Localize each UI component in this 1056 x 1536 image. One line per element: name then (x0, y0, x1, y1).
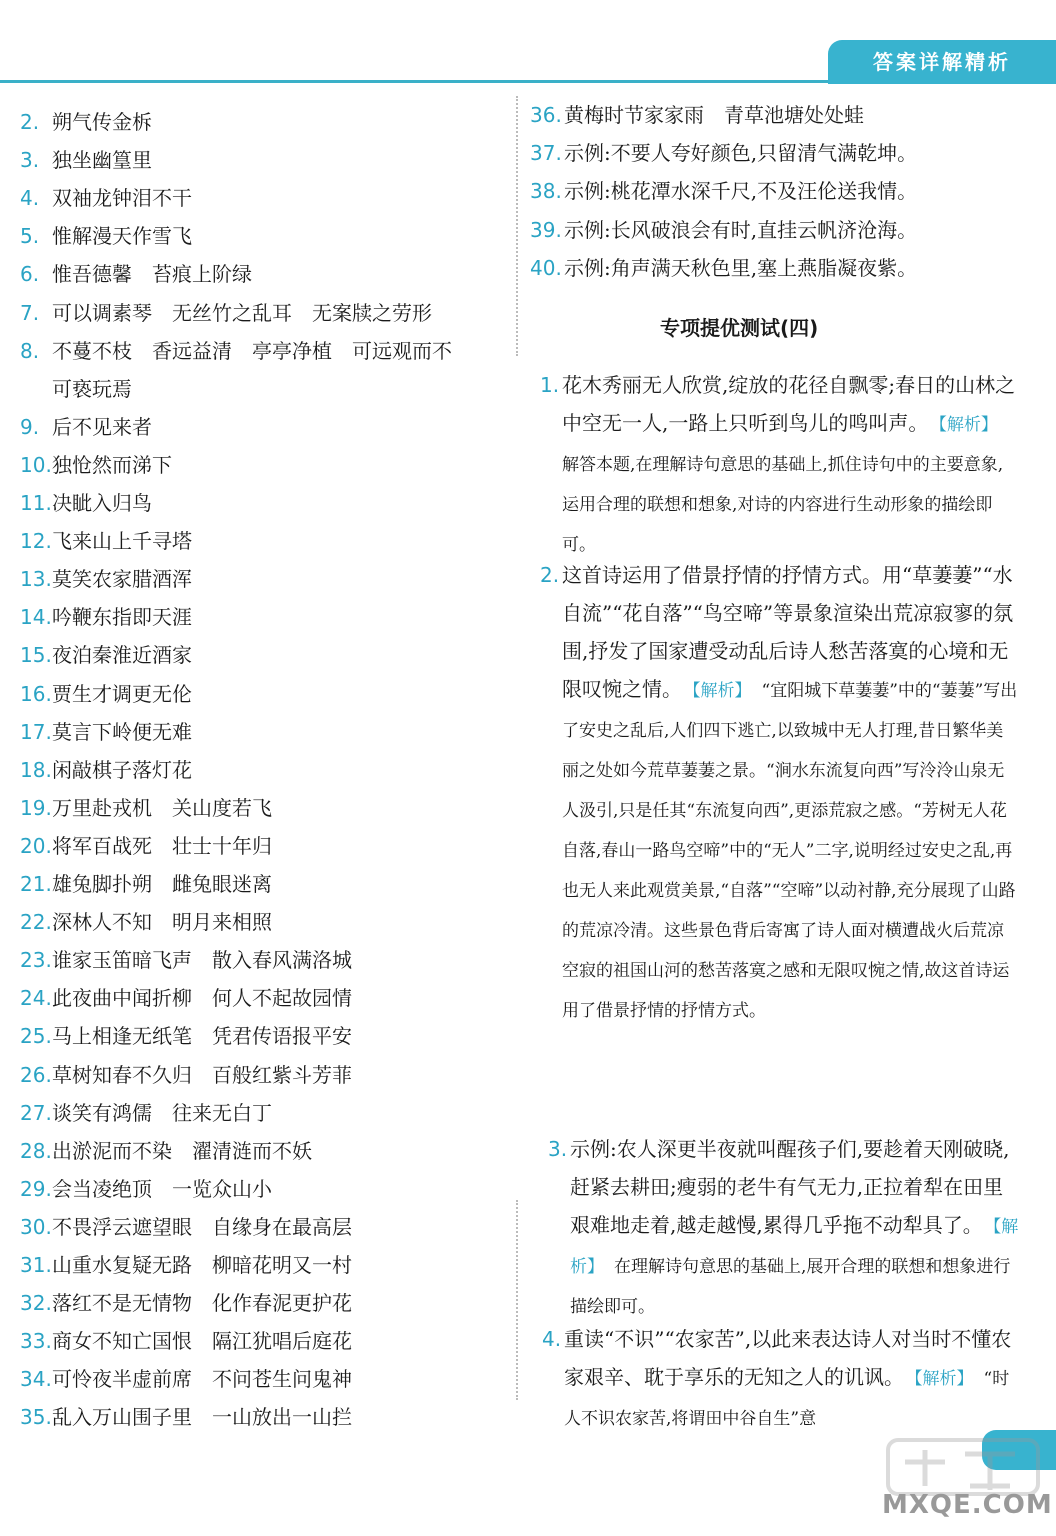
item-line-a: 谁家玉笛暗飞声 (52, 948, 192, 973)
item-number: 5. (20, 224, 40, 249)
item-number: 17. (20, 719, 52, 744)
item-line-a: 谈笑有鸿儒 (52, 1100, 152, 1125)
item-line-a: 万里赴戎机 (52, 795, 152, 820)
answer-row (20, 415, 152, 439)
item-number: 33. (20, 1329, 52, 1354)
answer-text: 花木秀丽无人欣赏,绽放的花径自飘零;春日的山林之中空无一人,一路上只听到鸟儿的鸣叫声。 (562, 373, 1016, 435)
answer-number: 3. (548, 1137, 568, 1161)
item-line-a: 独坐幽篁里 (52, 148, 152, 173)
item-number: 22. (20, 910, 52, 935)
answer-row (20, 872, 272, 896)
item-number: 35. (20, 1405, 52, 1430)
answer-row (20, 186, 192, 210)
item-line-a: 不畏浮云遮望眼 (52, 1214, 192, 1239)
item-line-b: 雌兔眼迷离 (172, 872, 272, 896)
item-number: 27. (20, 1100, 52, 1125)
item-number: 25. (20, 1024, 52, 1049)
answer-3 (548, 1130, 1020, 1326)
analysis-text: “宜阳城下草萋萋”中的“萋萋”写出了安史之乱后,人们四下逃亡,以致城中无人打理,昔日繁华美丽之处如今荒草萋萋之景。“涧水东流复向西”写泠泠山泉无人汲引,只是任其“东流复向西”,更添荒寂之感。“芳树无人花自落,春山一路鸟空啼”中的“无人”二字,说明经过安史之乱,再也无人来此观赏美景,“自落”“空啼”以动衬静,充分展现了山路的荒凉冷清。这些景色背后寄寓了诗人面对横遭战火后荒凉空寂的祖国山河的愁苦落寞之感和无限叹惋之情,故这首诗运用了借景抒情的抒情方式。 (562, 681, 1018, 1021)
item-line-a: 商女不知亡国恨 (52, 1329, 192, 1354)
answer-number: 4. (542, 1327, 562, 1351)
item-number: 15. (20, 643, 52, 668)
item-line-b: 自缘身在最高层 (212, 1214, 352, 1239)
answer-row (20, 1291, 352, 1315)
item-line-a: 惟吾德馨 (52, 262, 132, 287)
item-number: 9. (20, 414, 40, 439)
answer-row (20, 110, 152, 134)
item-line-b: 香远益清 亭亭净植 可远观而不 (152, 338, 452, 363)
item-line-a: 可以调素琴 (52, 300, 152, 325)
item-number: 30. (20, 1214, 52, 1239)
item-number: 16. (20, 681, 52, 706)
item-number: 40. (530, 255, 562, 280)
item-line-a: 可怜夜半虚前席 (52, 1367, 192, 1392)
answer-row (20, 567, 192, 591)
answer-row (20, 986, 352, 1010)
item-line-a: 马上相逢无纸笔 (52, 1024, 192, 1049)
item-line-a: 朔气传金柝 (52, 110, 152, 134)
answer-row (20, 643, 192, 667)
answer-row (20, 491, 152, 515)
item-number: 29. (20, 1176, 52, 1201)
item-line-b: 一山放出一山拦 (212, 1405, 352, 1430)
item-number: 18. (20, 757, 52, 782)
answer-row (530, 179, 917, 203)
item-line-a: 出淤泥而不染 (52, 1138, 172, 1163)
item-line-a: 后不见来者 (52, 414, 152, 439)
analysis-text: 解答本题,在理解诗句意思的基础上,抓住诗句中的主要意象,运用合理的联想和想象,对诗的内容进行生动形象的描绘即可。 (562, 455, 1004, 555)
item-number: 10. (20, 452, 52, 477)
item-number: 23. (20, 948, 52, 973)
item-number: 8. (20, 338, 40, 363)
answer-row (20, 1215, 352, 1239)
item-number: 7. (20, 300, 40, 325)
answer-row (20, 1253, 352, 1277)
answer-row (20, 377, 132, 401)
item-line-b: 百般红紫斗芳菲 (212, 1062, 352, 1087)
item-number: 24. (20, 986, 52, 1011)
item-line-b: 苔痕上阶绿 (152, 262, 252, 287)
item-number: 14. (20, 605, 52, 630)
item-number: 26. (20, 1062, 52, 1087)
item-line-b: 濯清涟而不妖 (192, 1138, 312, 1163)
answer-row (20, 301, 432, 325)
answer-row (20, 910, 272, 934)
answer-row (20, 453, 172, 477)
analysis-tag: 【解析】 (570, 1217, 1019, 1277)
answer-text: 重读“不识”“农家苦”,以此来表达诗人对当时不懂农家艰辛、耽于享乐的无知之人的讥讽。 (564, 1327, 1012, 1389)
watermark-text: MXQE.COM (882, 1490, 1053, 1520)
item-line-a: 莫笑农家腊酒浑 (52, 567, 192, 592)
item-line-a: 此夜曲中闻折柳 (52, 986, 192, 1011)
item-line-a: 双袖龙钟泪不干 (52, 186, 192, 211)
item-line-b: 青草池塘处处蛙 (724, 103, 864, 127)
item-line-a: 贾生才调更无伦 (52, 681, 192, 706)
item-number: 31. (20, 1253, 52, 1277)
item-line-a: 乱入万山围子里 (52, 1405, 192, 1430)
answer-row (530, 141, 917, 165)
item-number: 19. (20, 795, 52, 820)
item-number: 3. (20, 148, 40, 173)
answer-row (20, 1329, 352, 1353)
analysis-tag: 【解析】 (914, 1369, 974, 1389)
item-line-a: 飞来山上千寻塔 (52, 529, 192, 554)
analysis-tag: 【解析】 (938, 415, 998, 435)
item-line-a: 吟鞭东指即天涯 (52, 605, 192, 630)
item-number: 36. (530, 103, 562, 127)
answer-row (20, 529, 192, 553)
item-line-a: 草树知春不久归 (52, 1062, 192, 1087)
item-line-b: 往来无白丁 (172, 1100, 272, 1125)
answer-row (20, 1139, 312, 1163)
answer-row (20, 1405, 352, 1429)
item-line-b: 何人不起故园情 (212, 986, 352, 1011)
item-line-a: 莫言下岭便无难 (52, 719, 192, 744)
answer-row (20, 1024, 352, 1048)
item-number: 32. (20, 1291, 52, 1316)
item-line-b: 柳暗花明又一村 (212, 1253, 352, 1277)
item-number: 12. (20, 529, 52, 554)
analysis-text: 在理解诗句意思的基础上,展开合理的联想和想象进行描绘即可。 (570, 1257, 1011, 1317)
item-line-a: 黄梅时节家家雨 (564, 103, 704, 127)
item-line-a: 闲敲棋子落灯花 (52, 757, 192, 782)
item-number: 34. (20, 1367, 52, 1392)
item-number: 37. (530, 141, 562, 166)
analysis-tag: 【解析】 (692, 681, 752, 701)
item-line-b: 一览众山小 (172, 1176, 272, 1201)
answer-row (20, 1101, 272, 1125)
item-line-a: 将军百战死 (52, 833, 152, 858)
answer-row (20, 758, 192, 782)
answer-row (20, 720, 192, 744)
item-line-a: 示例:不要人夸好颜色,只留清气满乾坤。 (564, 141, 918, 166)
item-line-a: 山重水复疑无路 (52, 1253, 192, 1277)
item-line-a: 惟解漫天作雪飞 (52, 224, 192, 249)
answer-row (530, 218, 917, 242)
item-line-a: 会当凌绝顶 (52, 1176, 152, 1201)
answer-number: 1. (540, 373, 560, 397)
item-line-b: 无丝竹之乱耳 无案牍之劳形 (172, 300, 432, 325)
answer-text: 这首诗运用了借景抒情的抒情方式。用“草萋萋”“水自流”“花自落”“鸟空啼”等景象渲染出荒凉寂寥的氛围,抒发了国家遭受动乱后诗人愁苦落寞的心境和无限叹惋之情。 (562, 563, 1014, 701)
answer-1 (540, 366, 1020, 564)
answer-row (530, 103, 864, 127)
item-number: 38. (530, 179, 562, 204)
answer-row (20, 605, 192, 629)
item-line-b: 壮士十年归 (172, 833, 272, 858)
item-number: 4. (20, 186, 40, 211)
item-number: 13. (20, 567, 52, 592)
item-line-a: 可亵玩焉 (52, 376, 132, 401)
item-line-a: 不蔓不枝 (52, 338, 132, 363)
answer-row (20, 1063, 352, 1087)
answer-row (530, 256, 917, 280)
answer-row (20, 1367, 352, 1391)
item-line-a: 决眦入归鸟 (52, 491, 152, 515)
answer-row (20, 339, 452, 363)
answer-row (20, 682, 192, 706)
item-number: 20. (20, 833, 52, 858)
item-line-a: 夜泊秦淮近酒家 (52, 643, 192, 668)
answer-row (20, 262, 252, 286)
answer-4 (542, 1320, 1020, 1438)
item-line-b: 明月来相照 (172, 910, 272, 935)
item-line-b: 隔江犹唱后庭花 (212, 1329, 352, 1354)
item-line-b: 散入春风满洛城 (212, 948, 352, 973)
item-line-a: 示例:长风破浪会有时,直挂云帆济沧海。 (564, 217, 918, 242)
item-number: 28. (20, 1138, 52, 1163)
item-line-a: 落红不是无情物 (52, 1291, 192, 1316)
item-number: 11. (20, 491, 52, 515)
column-divider (516, 1200, 520, 1400)
answer-row (20, 834, 272, 858)
item-line-a: 深林人不知 (52, 910, 152, 935)
item-line-b: 凭君传语报平安 (212, 1024, 352, 1049)
section-title: 专项提优测试(四) (660, 316, 819, 340)
item-number: 6. (20, 262, 40, 287)
header-tab: 答案详解精析 (828, 40, 1056, 84)
item-line-b: 不问苍生问鬼神 (212, 1367, 352, 1392)
item-line-b: 关山度若飞 (172, 795, 272, 820)
item-line-a: 示例:桃花潭水深千尺,不及汪伦送我情。 (564, 179, 918, 204)
item-line-a: 雄兔脚扑朔 (52, 872, 152, 896)
answer-row (20, 224, 192, 248)
answer-row (20, 148, 152, 172)
item-line-a: 示例:角声满天秋色里,塞上燕脂凝夜紫。 (564, 255, 918, 280)
answer-text: 示例:农人深更半夜就叫醒孩子们,要趁着天刚破晓,赶紧去耕田;瘦弱的老牛有气无力,正拉着犁在田里艰难地走着,越走越慢,累得几乎拖不动犁具了。 (570, 1137, 1010, 1237)
item-number: 39. (530, 217, 562, 242)
answer-2 (540, 556, 1020, 1030)
item-number: 21. (20, 872, 52, 896)
answer-number: 2. (540, 563, 560, 587)
answer-row (20, 1177, 272, 1201)
answer-row (20, 948, 352, 972)
item-number: 2. (20, 110, 40, 134)
item-line-a: 独怆然而涕下 (52, 452, 172, 477)
answer-row (20, 796, 272, 820)
analysis-text: “时人不识农家苦,将谓田中谷自生”意 (564, 1369, 1010, 1429)
item-line-b: 化作春泥更护花 (212, 1291, 352, 1316)
column-divider (516, 96, 520, 356)
